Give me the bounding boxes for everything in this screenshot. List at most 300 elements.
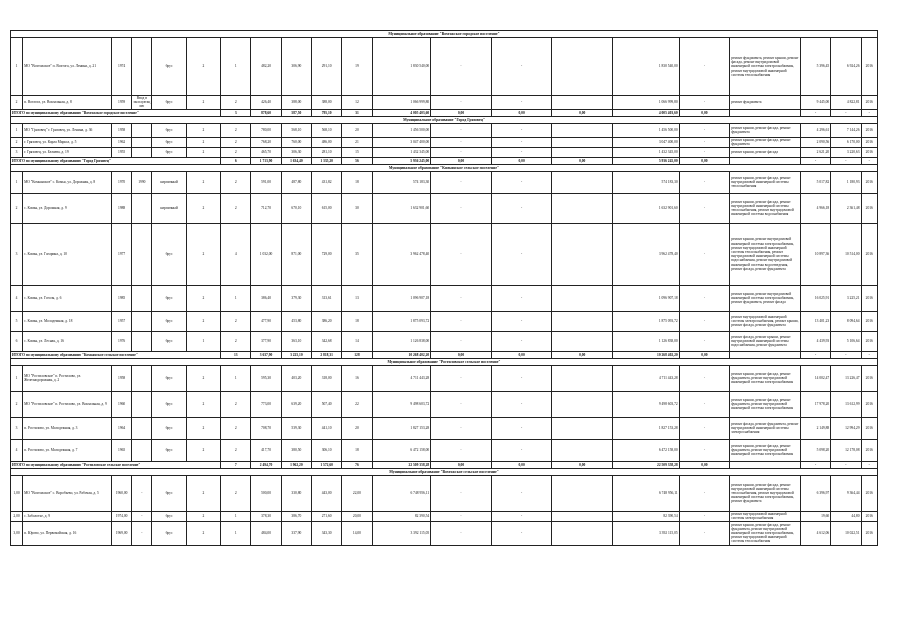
fund-source-3 — [552, 511, 613, 521]
owners-funds: 1 432 345,00 — [613, 147, 680, 157]
residents-count: 20 — [342, 123, 372, 137]
wall-material: брус — [152, 511, 186, 521]
completion-year: 2016 — [861, 223, 878, 285]
residents-count: 15 — [342, 147, 372, 157]
fund-source-2: - — [491, 147, 552, 157]
fund-source-1: - — [431, 137, 492, 147]
completion-year: 2016 — [861, 123, 878, 137]
residents-count: 22,00 — [342, 475, 372, 511]
living-area-sum: 1 962,20 — [281, 461, 311, 468]
other-funds: - — [679, 171, 730, 193]
owners-funds: 1 096 907,18 — [613, 285, 680, 311]
build-year: 1976 — [112, 331, 132, 351]
total-cost-sum: 5 936 245,00 — [372, 157, 431, 164]
wall-material: брус — [152, 475, 186, 511]
limit-cost: 12 178,08 — [831, 439, 861, 461]
commission-year — [132, 439, 152, 461]
limit-cost: 3 225,21 — [831, 285, 861, 311]
entrances-count: 1 — [221, 38, 251, 96]
residential-area: 615,00 — [312, 193, 342, 223]
residents-count: 14 — [342, 331, 372, 351]
residential-area: 271,60 — [312, 511, 342, 521]
limit-cost: 8 094,64 — [831, 311, 861, 331]
total-cost: 1 830 540,00 — [372, 38, 431, 96]
fund-source-2-sum: 0,00 — [491, 157, 552, 164]
section-header: Муниципальное образование "Комьянское сельское поселение" — [11, 164, 878, 171]
unit-cost: 4 966,18 — [800, 193, 830, 223]
house-address: МО "Вохтожское" с. Воробьево, ул. Рабочая, д. 5 — [23, 475, 112, 511]
table-row — [11, 417, 878, 439]
other-funds: - — [679, 123, 730, 137]
total-cost-sum: 10 268 402,20 — [372, 351, 431, 358]
row-number: 2 — [11, 193, 23, 223]
limit-cost: 2 361,48 — [831, 193, 861, 223]
unit-cost: 5 098,20 — [800, 439, 830, 461]
row-number: 1,00 — [11, 475, 23, 511]
owners-funds: 1 632 901,60 — [613, 193, 680, 223]
house-address: МО "Грязовец" г. Грязовец, ул. Ленина, д. 36 — [23, 123, 112, 137]
fund-source-1: - — [431, 417, 492, 439]
completion-year: 2016 — [861, 171, 878, 193]
residential-area: 568,10 — [312, 123, 342, 137]
table-row — [11, 223, 878, 285]
entrances-count: 2 — [221, 137, 251, 147]
entrances-count: 1 — [221, 285, 251, 311]
section-total-row — [11, 157, 878, 164]
total-area: 417,70 — [251, 439, 281, 461]
wall-material: брус — [152, 331, 186, 351]
section-header: Муниципальное образование "Вохтожское сельское поселение" — [11, 468, 878, 475]
total-cost: 1 096 907,18 — [372, 285, 431, 311]
unit-cost: 13 401,23 — [800, 311, 830, 331]
residential-area: 386,20 — [312, 311, 342, 331]
residents-count: 20 — [342, 417, 372, 439]
commission-year: - — [132, 475, 152, 511]
fund-source-1: - — [431, 521, 492, 545]
living-area: 380,50 — [281, 439, 311, 461]
table-row — [11, 521, 878, 545]
floors-count: 2 — [186, 38, 220, 96]
other-funds: - — [679, 147, 730, 157]
row-number: 4 — [11, 439, 23, 461]
completion-year: 2016 — [861, 475, 878, 511]
completion-year: 2016 — [861, 38, 878, 96]
completion-year: 2016 — [861, 439, 878, 461]
total-area: 465,70 — [251, 147, 281, 157]
fund-source-2-sum: 0,00 — [491, 351, 552, 358]
house-address: с. Комья, ул. Молодежная, д. 18 — [23, 311, 112, 331]
fund-source-2: - — [491, 391, 552, 417]
total-cost: 3 392 115,05 — [372, 521, 431, 545]
fund-source-1: - — [431, 331, 492, 351]
section-header-row — [11, 164, 878, 171]
total-cost: 574 183,30 — [372, 171, 431, 193]
fund-source-1: - — [431, 123, 492, 137]
repair-works: ремонт крыши, ремонт внутридомовой инженерной системы электроснабжения, ремонт фундамента, ремонт фасада — [730, 285, 801, 311]
entrances-count: 2 — [221, 439, 251, 461]
fund-source-3-sum: 0,00 — [552, 351, 613, 358]
completion-year: 2016 — [861, 521, 878, 545]
commission-year — [132, 123, 152, 137]
entrances-count: 2 — [221, 123, 251, 137]
residential-area: 306,10 — [312, 439, 342, 461]
owners-funds-sum: 4 005 403,60 — [613, 109, 680, 116]
residents-sum: 31 — [342, 109, 372, 116]
fund-source-1: - — [431, 475, 492, 511]
table-row — [11, 365, 878, 391]
house-address: п. Ростилово, ул. Молодежная, д. 7 — [23, 439, 112, 461]
other-funds: - — [679, 475, 730, 511]
residential-area: 281,10 — [312, 147, 342, 157]
fund-source-1-sum: 0,00 — [431, 351, 492, 358]
floors-count: 2 — [186, 439, 220, 461]
limit-cost: 44,80 — [831, 511, 861, 521]
residents-count: 20,00 — [342, 511, 372, 521]
other-funds-sum: 0,00 — [679, 351, 730, 358]
repair-works: ремонт крыши, ремонт фасада, ремонт внутридомовой инженерной системы теплоснабжения, ремонт внутридомовой инженерной системы водоснабжения — [730, 193, 801, 223]
house-address: с. Комья, ул. Дорожная, д. 9 — [23, 193, 112, 223]
living-area: 760,00 — [281, 137, 311, 147]
row-number: 3,00 — [11, 521, 23, 545]
repair-works: ремонт крыши, ремонт фасада, ремонт фундамента, ремонт внутридомовой инженерной системы электроснабжения — [730, 391, 801, 417]
fund-source-2: - — [491, 137, 552, 147]
total-area: 377,90 — [251, 331, 281, 351]
fund-source-2: - — [491, 193, 552, 223]
repair-works: ремонт фасада, ремонт крыши, ремонт внутридомовой инженерной системы водоснабжения, ремонт фундамента — [730, 331, 801, 351]
floors-count: 2 — [186, 511, 220, 521]
section-header-row — [11, 31, 878, 38]
row-number: 2 — [11, 391, 23, 417]
owners-funds: 4 711 443,28 — [613, 365, 680, 391]
repair-works: ремонт крыши, ремонт фасада, ремонт внутридомовой инженерной системы теплоснабжения — [730, 171, 801, 193]
house-address: г. Грязовец, ул. Карла Маркса, д. 5 — [23, 137, 112, 147]
year-sum: - — [861, 461, 878, 468]
floors-count: 2 — [186, 311, 220, 331]
other-funds: - — [679, 391, 730, 417]
completion-year: 2016 — [861, 365, 878, 391]
owners-funds: 6 748 956,11 — [613, 475, 680, 511]
total-area-sum: 2 494,70 — [251, 461, 281, 468]
table-row — [11, 96, 878, 110]
entrances-count: 1 — [221, 365, 251, 391]
repair-works: ремонт крыши, ремонт фасада — [730, 147, 801, 157]
owners-funds: 1 126 838,00 — [613, 331, 680, 351]
owners-funds: 1 875 093,72 — [613, 311, 680, 331]
fund-source-1: - — [431, 285, 492, 311]
repair-works: ремонт крыши, ремонт фасада, ремонт фундамента, ремонт внутридомовой инженерной системы электроснабжения — [730, 439, 801, 461]
living-area: 568,10 — [281, 123, 311, 137]
completion-year: 2016 — [861, 311, 878, 331]
fund-source-1: - — [431, 171, 492, 193]
row-number: 3 — [11, 417, 23, 439]
other-funds: - — [679, 285, 730, 311]
repair-works: ремонт фундамента — [730, 96, 801, 110]
living-area: 306,90 — [281, 38, 311, 96]
total-area: 1 032,00 — [251, 223, 281, 285]
total-cost: 1 632 901,60 — [372, 193, 431, 223]
fund-source-2: - — [491, 511, 552, 521]
owners-funds: 9 498 603,72 — [613, 391, 680, 417]
living-area: 337,90 — [281, 521, 311, 545]
floors-count: 2 — [186, 521, 220, 545]
fund-source-1: - — [431, 365, 492, 391]
total-cost: 1 432 345,00 — [372, 147, 431, 157]
floors-count: 2 — [186, 123, 220, 137]
fund-source-3 — [552, 439, 613, 461]
residential-area-sum: 1 572,60 — [312, 461, 342, 468]
completion-year: 2016 — [861, 96, 878, 110]
house-address: МО "Ростиловское" п. Ростилово, ул. Железнодорожная, д. 2 — [23, 365, 112, 391]
living-area: 379,30 — [281, 285, 311, 311]
limit-cost: 3 220,63 — [831, 147, 861, 157]
total-cost: 9 498 603,72 — [372, 391, 431, 417]
total-area: 780,00 — [251, 123, 281, 137]
house-address: МО "Вохтожское" п. Вохтога, ул. Ленина, д. 21 — [23, 38, 112, 96]
total-cost: 3 962 478,40 — [372, 223, 431, 285]
other-funds: - — [679, 223, 730, 285]
floors-count: 2 — [186, 391, 220, 417]
year-sum: - — [861, 109, 878, 116]
unit-cost: 16 025,91 — [800, 285, 830, 311]
fund-source-3 — [552, 331, 613, 351]
unit-cost: 2 090,56 — [800, 137, 830, 147]
residents-count: 22 — [342, 391, 372, 417]
residential-area: 729,00 — [312, 223, 342, 285]
wall-material: брус — [152, 311, 186, 331]
other-funds: - — [679, 193, 730, 223]
section-header-row — [11, 468, 878, 475]
row-number: 2 — [11, 96, 23, 110]
residential-area: 507,40 — [312, 391, 342, 417]
fund-source-1: - — [431, 311, 492, 331]
limit-cost-sum: - — [831, 157, 861, 164]
residents-count: 35 — [342, 223, 372, 285]
section-total-row — [11, 109, 878, 116]
residential-area: 388,00 — [312, 96, 342, 110]
build-year: 1959 — [112, 96, 132, 110]
limit-cost: 10 022,51 — [831, 521, 861, 545]
total-entrances: 13 — [221, 351, 251, 358]
blank-cell — [730, 109, 801, 116]
floors-count: 2 — [186, 285, 220, 311]
limit-cost: 13 612,99 — [831, 391, 861, 417]
other-funds: - — [679, 365, 730, 391]
section-header: Муниципальное образование "Ростиловское сельское поселение" — [11, 358, 878, 365]
table-row — [11, 171, 878, 193]
completion-year: 2016 — [861, 285, 878, 311]
limit-cost: 6 924,26 — [831, 38, 861, 96]
total-cost: 1 875 093,72 — [372, 311, 431, 331]
floors-count: 2 — [186, 223, 220, 285]
repair-works: ремонт внутридомовой инженерной системы электроснабжения, ремонт крыши, ремонт фасада, ремонт фундамента — [730, 311, 801, 331]
fund-source-1-sum: 0,00 — [431, 461, 492, 468]
row-number: 1 — [11, 171, 23, 193]
residential-area: 318,00 — [312, 365, 342, 391]
total-entrances: 3 — [221, 109, 251, 116]
living-area-sum: 1 634,40 — [281, 157, 311, 164]
section-total-row — [11, 351, 878, 358]
house-address: МО "Ростиловское" п. Ростилово, ул. Вокзальная, д. 9 — [23, 391, 112, 417]
commission-year — [132, 391, 152, 417]
wall-material: брус — [152, 391, 186, 417]
living-area: 330,80 — [281, 475, 311, 511]
fund-source-2: - — [491, 171, 552, 193]
build-year: 1957 — [112, 311, 132, 331]
owners-funds: 574 183,30 — [613, 171, 680, 193]
living-area: 386,70 — [281, 511, 311, 521]
living-area: 539,30 — [281, 417, 311, 439]
fund-source-3 — [552, 475, 613, 511]
owners-funds: 3 047 400,00 — [613, 137, 680, 147]
residents-count: 30 — [342, 193, 372, 223]
row-number: 1 — [11, 38, 23, 96]
section-header: Муниципальное образование "Город Грязовец" — [11, 116, 878, 123]
limit-cost: 6 170,00 — [831, 137, 861, 147]
residents-sum: 76 — [342, 461, 372, 468]
section-total-row — [11, 461, 878, 468]
house-address: с. Комья, ул. Гоголя, д. 6 — [23, 285, 112, 311]
total-cost: 4 711 443,28 — [372, 365, 431, 391]
other-funds: - — [679, 521, 730, 545]
entrances-count: 1 — [221, 521, 251, 545]
residents-count: 16 — [342, 365, 372, 391]
section-total-label: ИТОГО по муниципальному образованию "Ростиловское сельское поселение" — [11, 461, 221, 468]
total-entrances: 6 — [221, 157, 251, 164]
unit-cost: 4 612,06 — [800, 521, 830, 545]
repair-works: ремонт фасада, ремонт фундамента, ремонт внутридомовой инженерной системы электроснабжения — [730, 417, 801, 439]
table-row — [11, 285, 878, 311]
floors-count: 2 — [186, 475, 220, 511]
residential-area-sum: 795,10 — [312, 109, 342, 116]
commission-year: - — [132, 521, 152, 545]
residential-area-sum: 1 335,20 — [312, 157, 342, 164]
total-cost-sum: 4 005 403,60 — [372, 109, 431, 116]
fund-source-3 — [552, 193, 613, 223]
wall-material: брус — [152, 223, 186, 285]
living-area: 388,00 — [281, 96, 311, 110]
total-area: 477,90 — [251, 311, 281, 331]
house-address: п. Юрово, ул. Первомайская, д. 16 — [23, 521, 112, 545]
repair-works: ремонт крыши, ремонт фасада, ремонт фундамента, ремонт внутридомовой инженерной системы электроснабжения, ремонт внутридомовой инженерной системы теплоснабжения — [730, 521, 801, 545]
year-sum: - — [861, 157, 878, 164]
other-funds-sum: 0,00 — [679, 461, 730, 468]
fund-source-1: - — [431, 193, 492, 223]
fund-source-2: - — [491, 285, 552, 311]
completion-year: 2016 — [861, 391, 878, 417]
entrances-count: 1 — [221, 511, 251, 521]
fund-source-3 — [552, 147, 613, 157]
commission-year — [132, 311, 152, 331]
entrances-count: 2 — [221, 171, 251, 193]
residents-count: 18 — [342, 311, 372, 331]
residential-area: 443,00 — [312, 475, 342, 511]
row-number: 5 — [11, 311, 23, 331]
total-cost: 3 047 400,00 — [372, 137, 431, 147]
blank-cell — [730, 157, 801, 164]
living-area: 871,00 — [281, 223, 311, 285]
fund-source-3 — [552, 38, 613, 96]
wall-material: кирпичный — [152, 171, 186, 193]
residents-count: 14,00 — [342, 521, 372, 545]
fund-source-3 — [552, 417, 613, 439]
fund-source-3 — [552, 171, 613, 193]
build-year: 1960 — [112, 391, 132, 417]
section-header: Муниципальное образование "Вохтожское городское поселение" — [11, 31, 878, 38]
other-funds: - — [679, 331, 730, 351]
repair-works: ремонт крыши, ремонт фасада, ремонт фундамента — [730, 123, 801, 137]
residents-count: 19 — [342, 38, 372, 96]
repair-works: ремонт внутридомовой инженерной системы электроснабжения — [730, 511, 801, 521]
unit-cost: 4 296,61 — [800, 123, 830, 137]
other-funds: - — [679, 137, 730, 147]
fund-source-1: - — [431, 223, 492, 285]
section-total-label: ИТОГО по муниципальному образованию "Комьянское сельское поселение" — [11, 351, 221, 358]
floors-count: 2 — [186, 147, 220, 157]
fund-source-3-sum: 0,00 — [552, 157, 613, 164]
build-year: 1974,00 — [112, 511, 132, 521]
fund-source-2-sum: 0,00 — [491, 109, 552, 116]
completion-year: 2016 — [861, 331, 878, 351]
build-year: 1958 — [112, 365, 132, 391]
section-header-row — [11, 358, 878, 365]
fund-source-3 — [552, 223, 613, 285]
fund-source-2: - — [491, 311, 552, 331]
entrances-count: 4 — [221, 223, 251, 285]
residential-area: 291,10 — [312, 38, 342, 96]
fund-source-1: - — [431, 439, 492, 461]
owners-funds: 1 066 999,80 — [613, 96, 680, 110]
unit-cost-sum: - — [800, 461, 830, 468]
total-entrances: 7 — [221, 461, 251, 468]
fund-source-1: - — [431, 38, 492, 96]
floors-count: 2 — [186, 193, 220, 223]
total-area: 426,40 — [251, 96, 281, 110]
other-funds: - — [679, 511, 730, 521]
table-row — [11, 391, 878, 417]
residential-area: 342,68 — [312, 331, 342, 351]
unit-cost: 19,60 — [800, 511, 830, 521]
unit-cost: 5 017,82 — [800, 171, 830, 193]
fund-source-1: - — [431, 391, 492, 417]
unit-cost: 4 439,93 — [800, 331, 830, 351]
commission-year — [132, 285, 152, 311]
commission-year: - — [132, 511, 152, 521]
repair-works: ремонт крыши, ремонт фасада, ремонт фундамента, ремонт внутридомовой инженерной системы электроснабжения — [730, 365, 801, 391]
total-area: 482,20 — [251, 38, 281, 96]
unit-cost: 14 002,47 — [800, 365, 830, 391]
wall-material: кирпичный — [152, 193, 186, 223]
entrances-count: 2 — [221, 475, 251, 511]
living-area: 363,10 — [281, 331, 311, 351]
total-cost: 1 126 838,00 — [372, 331, 431, 351]
entrances-count: 2 — [221, 147, 251, 157]
commission-year — [132, 365, 152, 391]
commission-year — [132, 193, 152, 223]
entrances-count: 2 — [221, 331, 251, 351]
fund-source-3-sum: 0,00 — [552, 461, 613, 468]
fund-source-2: - — [491, 223, 552, 285]
living-area-sum: 587,50 — [281, 109, 311, 116]
limit-cost-sum: - — [831, 461, 861, 468]
limit-cost: 1 180,93 — [831, 171, 861, 193]
entrances-count: 2 — [221, 391, 251, 417]
fund-source-2-sum: 0,00 — [491, 461, 552, 468]
residential-area: 486,00 — [312, 137, 342, 147]
year-sum: - — [861, 351, 878, 358]
commission-year — [132, 38, 152, 96]
residents-sum: 128 — [342, 351, 372, 358]
other-funds-sum: 0,00 — [679, 109, 730, 116]
